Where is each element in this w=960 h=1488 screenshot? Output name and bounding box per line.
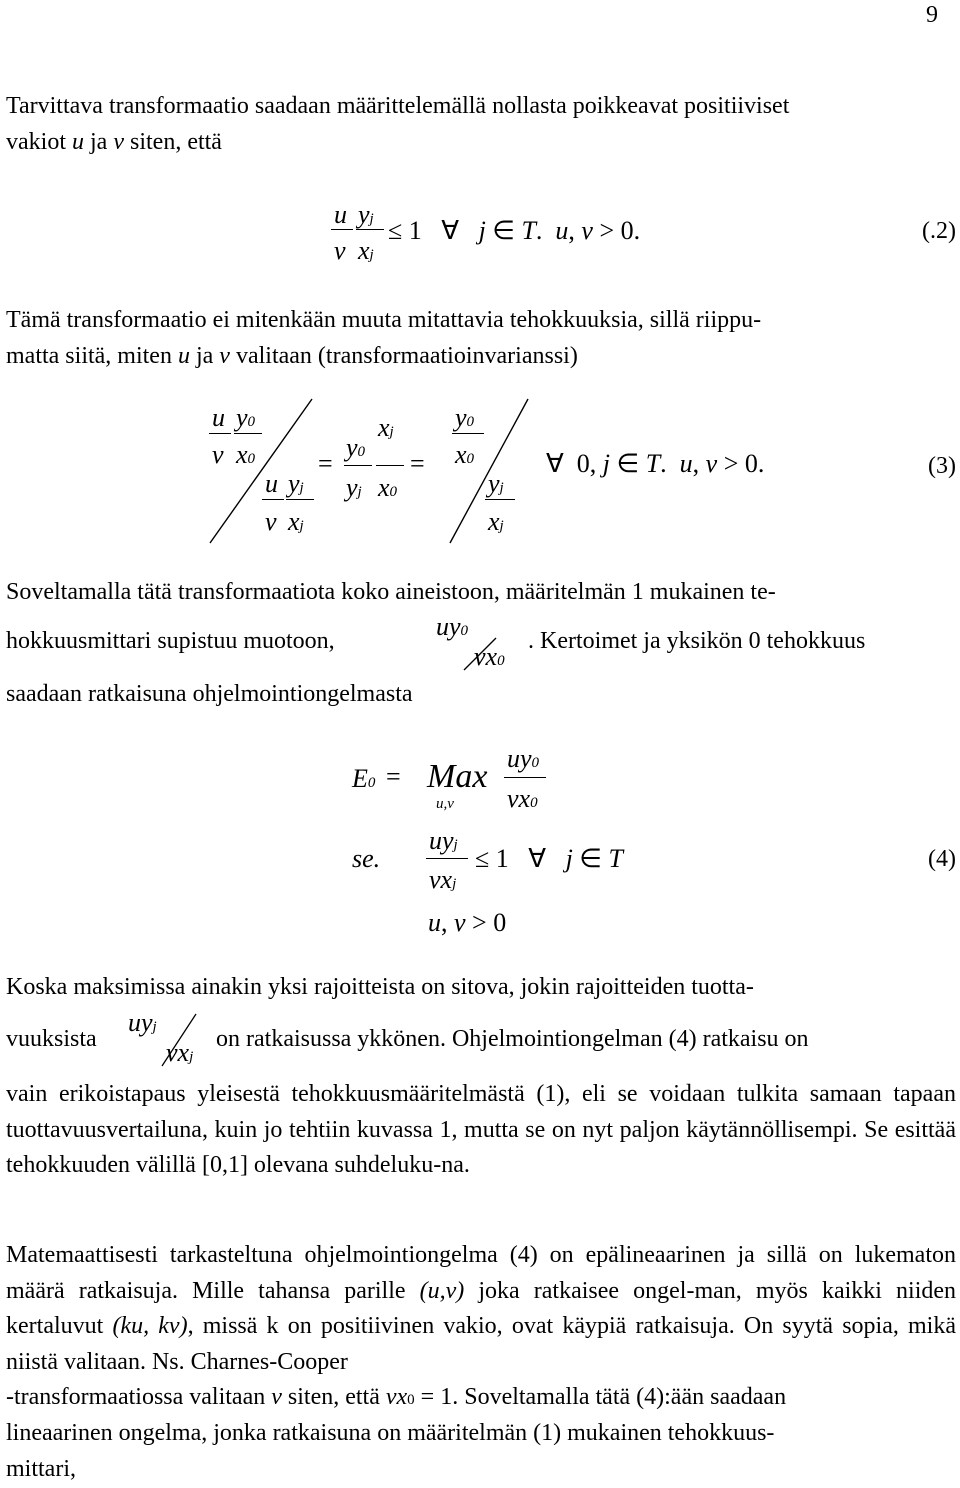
paragraph-5-line-7: mittari, xyxy=(6,1456,76,1482)
paragraph-5: Matemaattisesti tarkasteltuna ohjelmointiongelma (4) on epälineaarinen ja sillä on lukematon määrä ratkaisuja. Mille tahansa parille (u,v) joka ratkaisee ongel-man, myös kaikki niiden kertaluvut (ku, kv), missä k on positiivinen vakio, ovat käypiä ratkaisuja. On syytä sopia, mikä niistä valitaan. Ns. Charnes-Cooper xyxy=(6,1242,957,1375)
equation-4-number: (4) xyxy=(928,846,956,872)
inline-uy0-over-vx0: uy0 vx0 xyxy=(436,612,505,671)
se-label: se. xyxy=(352,844,381,873)
paragraph-2-line-2: matta siitä, miten u ja v valitaan (transformaatioinvarianssi) xyxy=(6,343,578,369)
paragraph-4-line-2-rest: on ratkaisussa ykkönen. Ohjelmointiongelman (4) ratkaisu on xyxy=(216,1026,809,1052)
paragraph-4-body: vain erikoistapaus yleisestä tehokkuusmääritelmästä (1), eli se voidaan tulkita samaan tapaan tuottavuusvertailuna, kuin jo tehtiin kuvassa 1, mutta se on nyt paljon käytännöllisempi. Se esittää tehokkuuden välillä [0,1] olevana suhdeluku-na. xyxy=(6,1081,956,1178)
paragraph-3-line-2: hokkuusmittari supistuu muotoon, xyxy=(6,628,335,654)
equation-3-number: (3) xyxy=(928,453,956,479)
equation-2-number: (.2) xyxy=(922,218,956,244)
paragraph-3-line-2-rest: . Kertoimet ja yksikön 0 tehokkuus xyxy=(528,628,866,654)
max-label: Max xyxy=(427,758,488,795)
paragraph-2-line-1: Tämä transformaatio ei mitenkään muuta mitattavia tehokkuuksia, sillä riippu- xyxy=(6,307,762,333)
paragraph-1-line-2: vakiot u ja v siten, että xyxy=(6,129,222,155)
inline-uyj-over-vxj: uyj vxj xyxy=(122,1008,212,1068)
paragraph-3-line-1: Soveltamalla tätä transformaatiota koko aineistoon, määritelmän 1 mukainen te- xyxy=(6,579,776,605)
paragraph-3-line-3: saadaan ratkaisuna ohjelmointiongelmasta xyxy=(6,681,413,707)
vx0-equals-1: vx0 = 1 xyxy=(385,1384,453,1410)
equation-2: u v yj xj ≤ 1 ∀ j ∈ T. u, v > 0. (.2) xyxy=(0,190,960,270)
paragraph-5-line-6: lineaarinen ongelma, jonka ratkaisuna on määritelmän (1) mukainen tehokkuus- xyxy=(6,1420,775,1446)
page-number: 9 xyxy=(926,2,938,28)
paragraph-4-line-2-start: vuuksista xyxy=(6,1026,97,1052)
equation-4: E0 = Max u,v uy0 vx0 se. uyj vxj ≤ 1 ∀ j ∈ T u, v > 0 (4) xyxy=(352,744,956,937)
paragraph-5-line-5: -transformaatiossa valitaan v siten, että vx0 = 1. Soveltamalla tätä (4):ään saadaan xyxy=(6,1384,787,1410)
paragraph-1-line-1: Tarvittava transformaatio saadaan määrittelemällä nollasta poikkeavat positiiviset xyxy=(6,93,790,119)
paragraph-4-line-1: Koska maksimissa ainakin yksi rajoitteista on sitova, jokin rajoitteiden tuotta- xyxy=(6,974,754,1000)
equation-3: u v y0 x0 u v yj xj = y0 yj xj x0 = y0 x0 yj xj ∀ 0, j ∈ T. u, v > 0. (3) xyxy=(0,395,960,555)
